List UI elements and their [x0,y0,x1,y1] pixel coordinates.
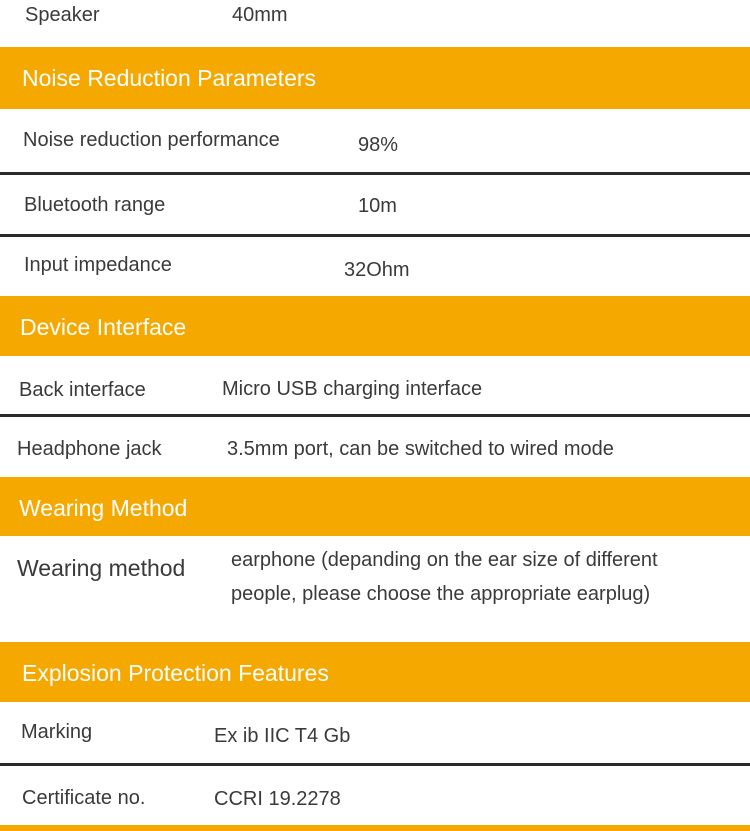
bluetooth-range-label: Bluetooth range [24,194,166,216]
wearing-method-value-line2: people, please choose the appropriate earplug) [231,583,651,605]
certificate-value: CCRI 19.2278 [214,788,341,810]
section-header-noise-reduction [0,47,750,109]
row-divider [0,172,750,175]
speaker-label: Speaker [25,4,100,26]
speaker-value: 40mm [232,4,288,26]
section-title-device-interface: Device Interface [20,314,187,340]
noise-reduction-performance-label: Noise reduction performance [23,129,280,151]
marking-value: Ex ib IIC T4 Gb [214,725,351,747]
row-divider [0,763,750,766]
input-impedance-value: 32Ohm [344,259,410,281]
input-impedance-label: Input impedance [24,254,172,276]
section-header-explosion-protection [0,642,750,702]
back-interface-label: Back interface [19,379,146,401]
bottom-accent-bar [0,825,750,831]
row-divider [0,234,750,237]
wearing-method-value-line1: earphone (depanding on the ear size of different [231,549,658,571]
section-header-wearing-method [0,477,750,536]
row-divider [0,414,750,417]
section-title-noise-reduction: Noise Reduction Parameters [22,65,317,91]
marking-label: Marking [21,721,93,743]
section-title-explosion-protection: Explosion Protection Features [22,660,329,686]
headphone-jack-value: 3.5mm port, can be switched to wired mode [227,438,614,460]
back-interface-value: Micro USB charging interface [222,378,483,400]
headphone-jack-label: Headphone jack [17,438,162,460]
section-title-wearing-method: Wearing Method [19,495,188,521]
noise-reduction-performance-value: 98% [358,134,399,156]
section-header-device-interface [0,296,750,356]
bluetooth-range-value: 10m [358,195,397,217]
certificate-label: Certificate no. [22,787,146,809]
wearing-method-label: Wearing method [17,555,186,581]
